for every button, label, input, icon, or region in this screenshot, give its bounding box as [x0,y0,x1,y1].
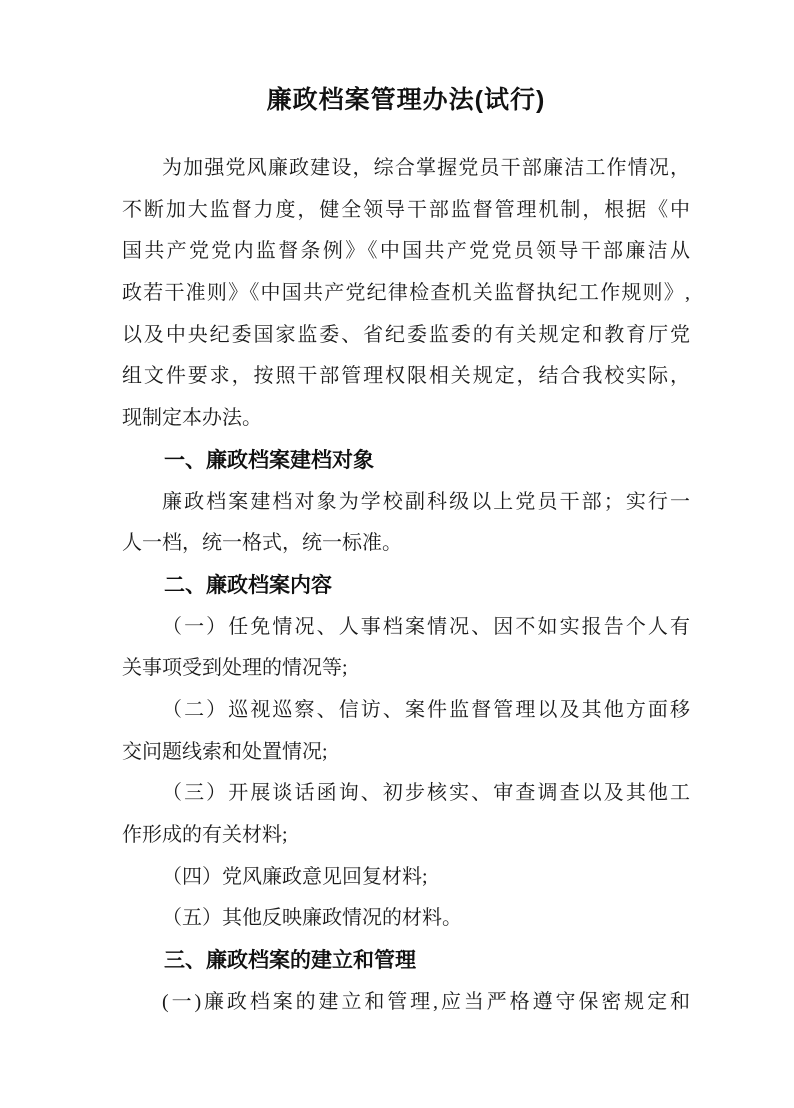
doc-line: 廉政档案建档对象为学校副科级以上党员干部；实行一 [162,490,690,513]
doc-line: 为加强党风廉政建设，综合掌握党员干部廉洁工作情况， [162,157,690,179]
doc-line: 政若干准则》《中国共产党纪律检查机关监督执纪工作规则》, [122,282,690,305]
section-heading-3: 三、廉政档案的建立和管理 [164,949,416,973]
doc-line: （四）党风廉政意见回复材料; [162,865,428,888]
section-heading-2: 二、廉政档案内容 [164,573,332,597]
doc-line: (一)廉政档案的建立和管理,应当严格遵守保密规定和 [162,990,690,1013]
doc-line: 人一档，统一格式，统一标准。 [122,532,402,555]
doc-line: 交问题线索和处置情况; [122,740,328,763]
doc-line: 作形成的有关材料; [122,824,288,846]
doc-line: 现制定本办法。 [122,407,262,430]
doc-line: 组文件要求，按照干部管理权限相关规定，结合我校实际， [122,365,690,388]
doc-line: 关事项受到处理的情况等; [122,657,348,680]
section-heading-1: 一、廉政档案建档对象 [164,448,374,472]
doc-line: 国共产党党内监督条例》《中国共产党党员领导干部廉洁从 [122,240,690,263]
doc-line: 不断加大监督力度，健全领导干部监督管理机制，根据《中 [122,198,690,221]
document-title: 廉政档案管理办法(试行) [266,86,546,114]
doc-line: （三）开展谈话函询、初步核实、审查调查以及其他工 [162,782,690,805]
doc-line: （一）任免情况、人事档案情况、因不如实报告个人有 [162,615,690,638]
doc-line: 以及中央纪委国家监委、省纪委监委的有关规定和教育厅党 [122,323,690,346]
doc-line: （五）其他反映廉政情况的材料。 [162,907,462,930]
doc-line: （二）巡视巡察、信访、案件监督管理以及其他方面移 [162,698,690,721]
